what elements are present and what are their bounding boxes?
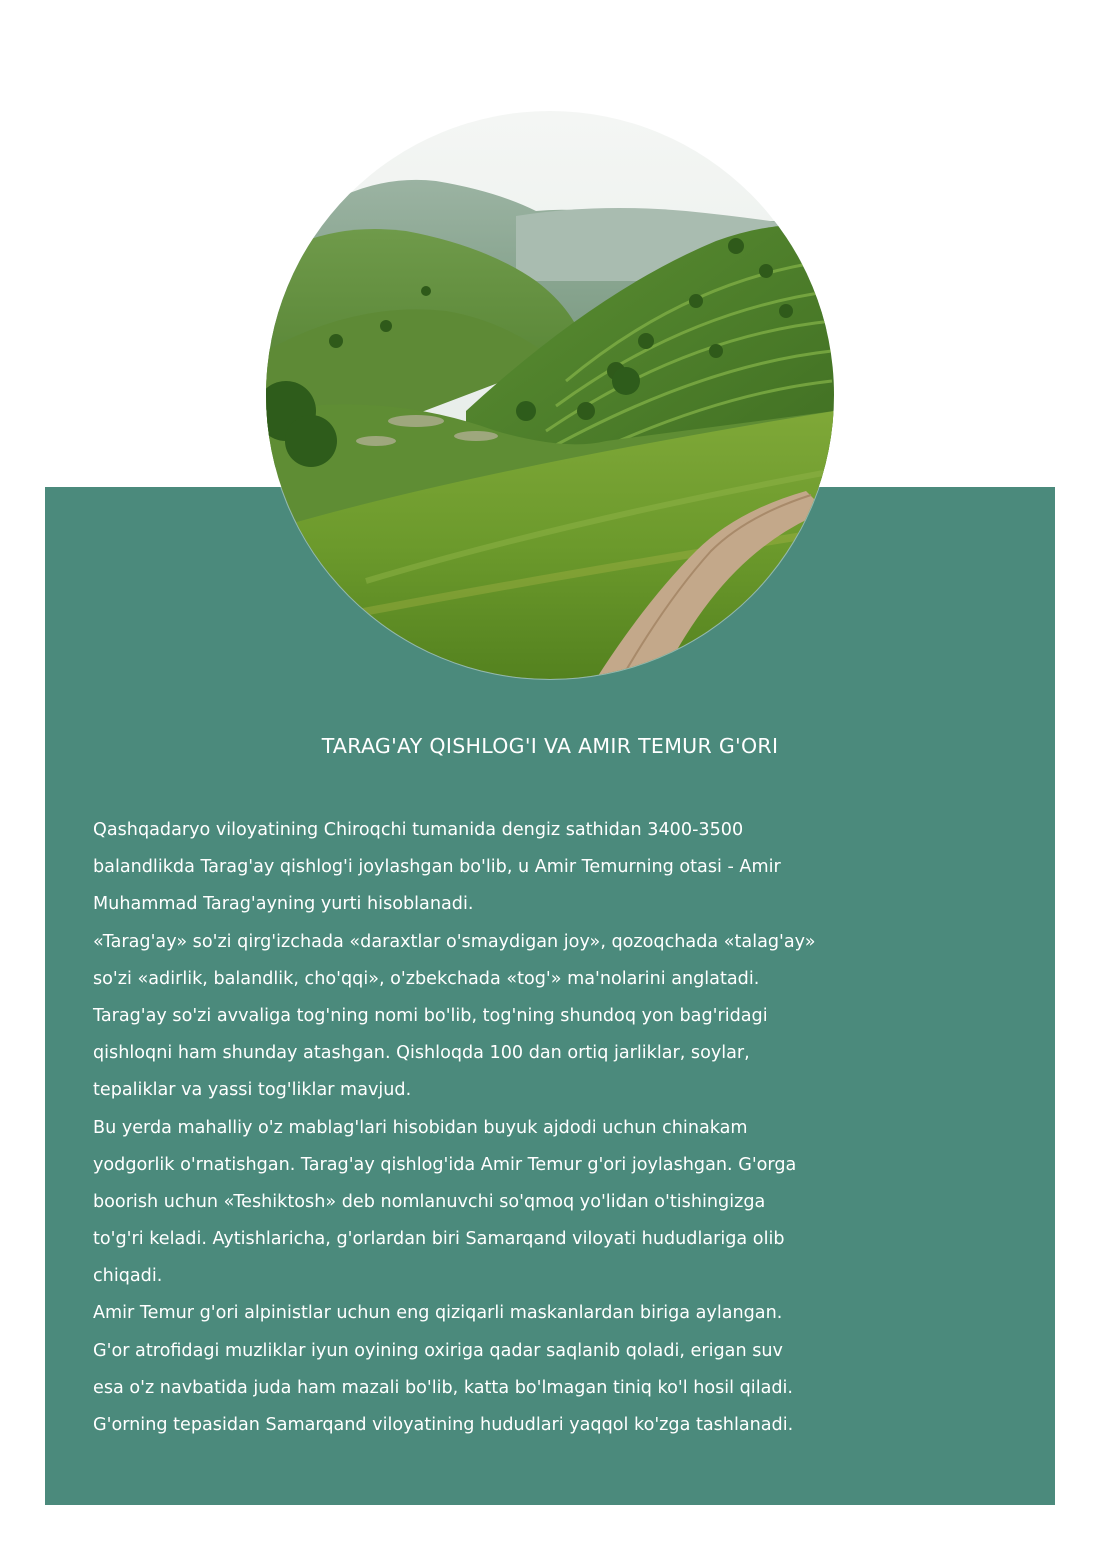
landscape-photo-icon <box>266 111 834 679</box>
text-line: Qashqadaryo viloyatining Chiroqchi tumanida dengiz sathidan 3400-3500 <box>93 820 744 840</box>
page-title: TARAG'AY QISHLOG'I VA AMIR TEMUR G'ORI <box>321 734 779 758</box>
text-line: tepaliklar va yassi tog'liklar mavjud. <box>93 1080 412 1101</box>
text-line: boorish uchun «Teshiktosh» deb nomlanuvchi so'qmoq yo'lidan o'tishingizga <box>93 1191 766 1212</box>
text-line: Tarag'ay so'zi avvaliga tog'ning nomi bo'lib, tog'ning shundoq yon bag'ridagi <box>93 1005 768 1026</box>
text-line: G'orning tepasidan Samarqand viloyatining hududlari yaqqol ko'zga tashlanadi. <box>93 1415 794 1435</box>
text-line: Amir Temur g'ori alpinistlar uchun eng qiziqarli maskanlardan biriga aylangan. <box>93 1303 783 1324</box>
text-line: Muhammad Tarag'ayning yurti hisoblanadi. <box>93 894 474 915</box>
text-line: chiqadi. <box>93 1266 163 1287</box>
landscape-illustration <box>266 111 834 679</box>
text-line: Bu yerda mahalliy o'z mablag'lari hisobidan buyuk ajdodi uchun chinakam <box>93 1117 748 1138</box>
text-line: G'or atrofidagi muzliklar iyun oyining oxiriga qadar saqlanib qoladi, erigan suv <box>93 1340 783 1361</box>
text-line: so'zi «adirlik, balandlik, cho'qqi», o'zbekchada «tog'» ma'nolarini anglatadi. <box>93 968 760 989</box>
text-line: qishloqni ham shunday atashgan. Qishloqda 100 dan ortiq jarliklar, soylar, <box>93 1043 750 1064</box>
text-line: yodgorlik o'rnatishgan. Tarag'ay qishlog'ida Amir Temur g'ori joylashgan. G'orga <box>93 1154 797 1175</box>
text-line: esa o'z navbatida juda ham mazali bo'lib, katta bo'lmagan tiniq ko'l hosil qiladi. <box>93 1377 794 1398</box>
text-line: «Tarag'ay» so'zi qirg'izchada «daraxtlar o'smaydigan joy», qozoqchada «talag'ay» <box>93 931 816 952</box>
text-line: to'g'ri keladi. Aytishlaricha, g'orlardan biri Samarqand viloyati hududlariga olib <box>93 1229 785 1250</box>
text-line: balandlikda Tarag'ay qishlog'i joylashgan bo'lib, u Amir Temurning otasi - Amir <box>93 857 781 878</box>
article-text <box>93 812 1038 1444</box>
